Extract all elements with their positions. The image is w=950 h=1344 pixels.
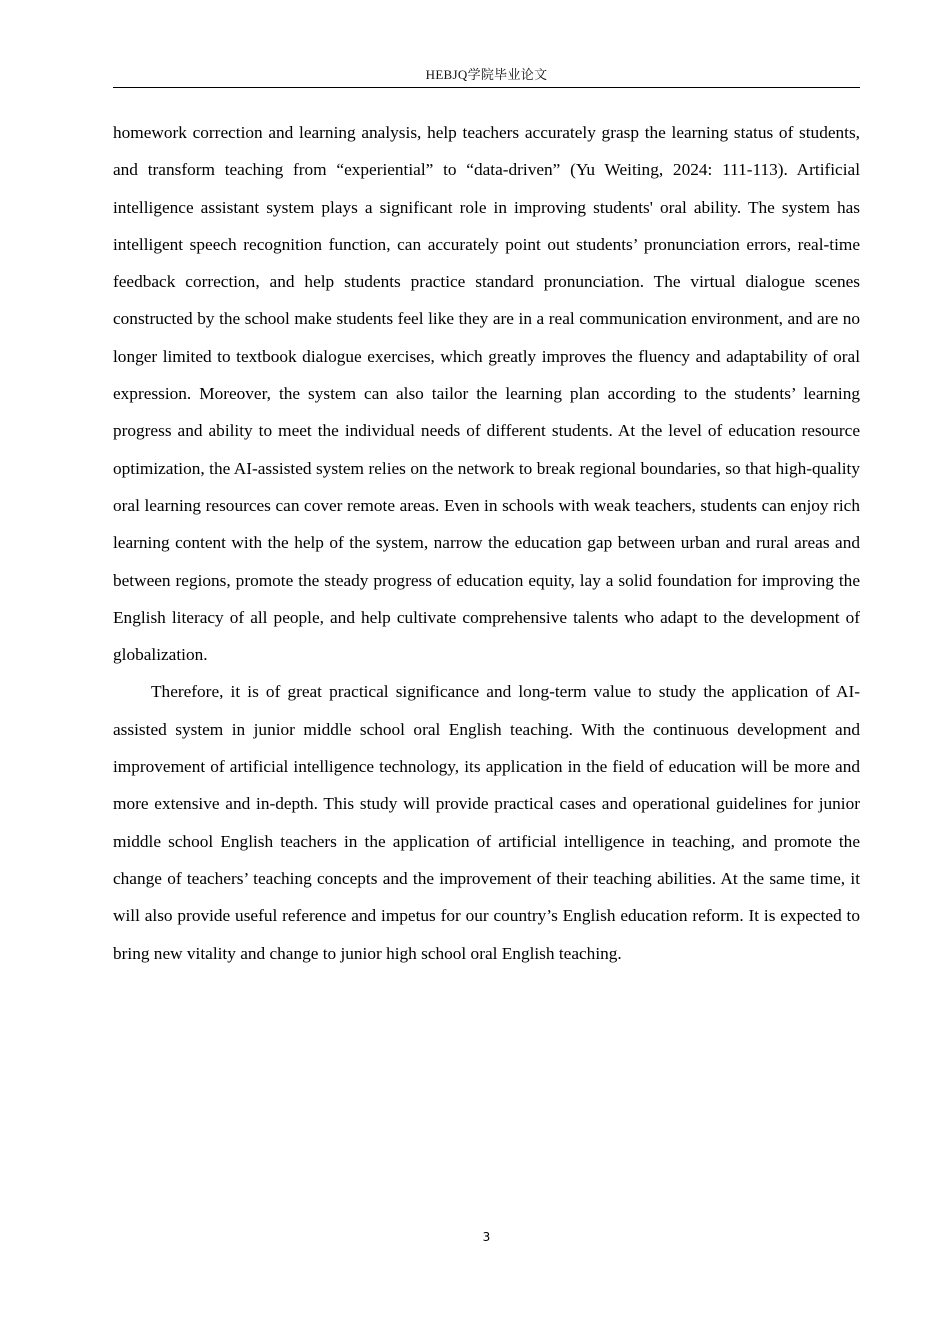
paragraph-continuation: homework correction and learning analysis, help teachers accurately grasp the learning status of students, and transform teaching from “experiential” to “data-driven” (Yu Weiting, 2024: 111-113). Artificial intelligence assistant system plays a significant role in improving students' oral ability. The system has intelligent speech recognition function, can accurately point out students’ pronunciation errors, real-time feedback correction, and help students practice standard pronunciation. The virtual dialogue scenes constructed by the school make students feel like they are in a real communication environment, and are no longer limited to textbook dialogue exercises, which greatly improves the fluency and adaptability of oral expression. Moreover, the system can also tailor the learning plan according to the students’ learning progress and ability to meet the individual needs of different students. At the level of education resource optimization, the AI-assisted system relies on the network to break regional boundaries, so that high-quality oral learning resources can cover remote areas. Even in schools with weak teachers, students can enjoy rich learning content with the help of the system, narrow the education gap between urban and rural areas and between regions, promote the steady progress of education equity, lay a solid foundation for improving the English literacy of all people, and help cultivate comprehensive talents who adapt to the development of globalization.: [113, 123, 860, 665]
page-header: HEBJQ学院毕业论文: [425, 67, 548, 82]
body-text: [113, 114, 860, 972]
header-divider: [113, 87, 860, 88]
page-number: 3: [482, 1230, 491, 1244]
paragraph-significance: Therefore, it is of great practical significance and long-term value to study the application of AI-assisted system in junior middle school oral English teaching. With the continuous development and improvement of artificial intelligence technology, its application in the field of education will be more and more extensive and in-depth. This study will provide practical cases and operational guidelines for junior middle school English teachers in the application of artificial intelligence in teaching, and promote the change of teachers’ teaching concepts and the improvement of their teaching abilities. At the same time, it will also provide useful reference and impetus for our country’s English education reform. It is expected to bring new vitality and change to junior high school oral English teaching.: [113, 682, 860, 963]
